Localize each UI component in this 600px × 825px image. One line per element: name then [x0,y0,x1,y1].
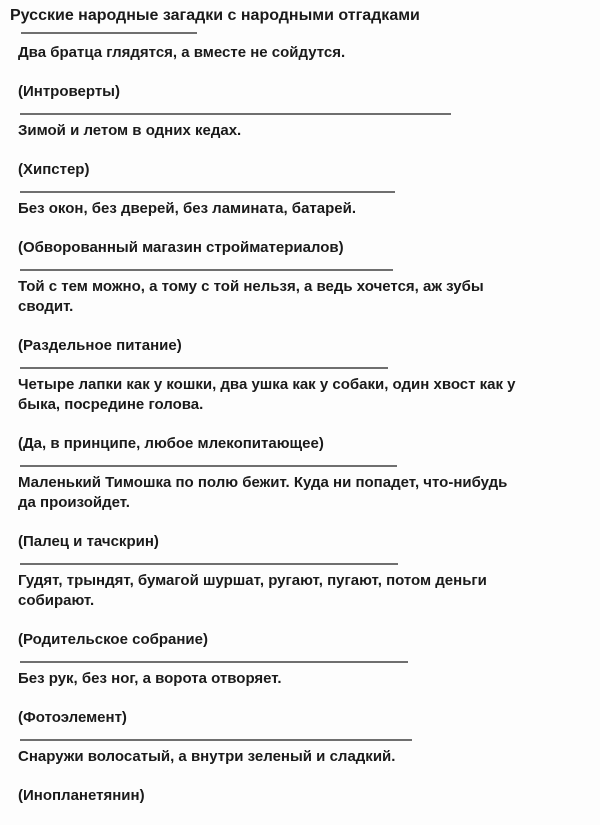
riddle-block [10,277,590,369]
riddle-block [10,43,590,115]
riddle-block [10,747,590,806]
riddle-answer: (Раздельное питание) [18,337,182,354]
riddle-block [10,669,590,741]
riddle-question: Маленький Тимошка по полю бежит. Куда ни попадет, что-нибудь да произойдет. [18,474,508,511]
riddle-answer: (Инопланетянин) [18,787,145,804]
riddle-block [10,375,590,467]
riddle-question: Два братца глядятся, а вместе не сойдутся. [18,44,346,61]
riddle-question: Гудят, трындят, бумагой шуршат, ругают, пугают, потом деньги собирают. [18,572,487,609]
riddle-answer: (Фотоэлемент) [18,709,127,726]
section-divider [20,661,408,663]
riddle-answer: (Хипстер) [18,161,90,178]
riddle-block [10,473,590,565]
section-divider [20,113,451,115]
section-divider [20,563,398,565]
title-divider [21,32,197,34]
section-divider [20,367,388,369]
page-title: Русские народные загадки с народными отгадками [10,7,420,24]
riddle-block [10,199,590,271]
riddle-block [10,571,590,663]
section-divider [20,465,397,467]
riddle-answer: (Обворованный магазин стройматериалов) [18,239,344,256]
riddle-question: Без окон, без дверей, без ламината, батарей. [18,200,356,217]
riddle-question: Той с тем можно, а тому с той нельзя, а ведь хочется, аж зубы сводит. [18,278,484,315]
riddle-answer: (Палец и тачскрин) [18,533,159,550]
section-divider [20,191,395,193]
riddle-question: Зимой и летом в одних кедах. [18,122,242,139]
riddle-question: Четыре лапки как у кошки, два ушка как у собаки, один хвост как у быка, посредине голова. [18,376,516,413]
section-divider [20,269,393,271]
riddle-answer: (Родительское собрание) [18,631,208,648]
riddle-question: Без рук, без ног, а ворота отворяет. [18,670,282,687]
riddle-block [10,121,590,193]
section-divider [20,739,412,741]
riddle-answer: (Да, в принципе, любое млекопитающее) [18,435,324,452]
riddle-answer: (Интроверты) [18,83,120,100]
riddle-question: Снаружи волосатый, а внутри зеленый и сладкий. [18,748,396,765]
